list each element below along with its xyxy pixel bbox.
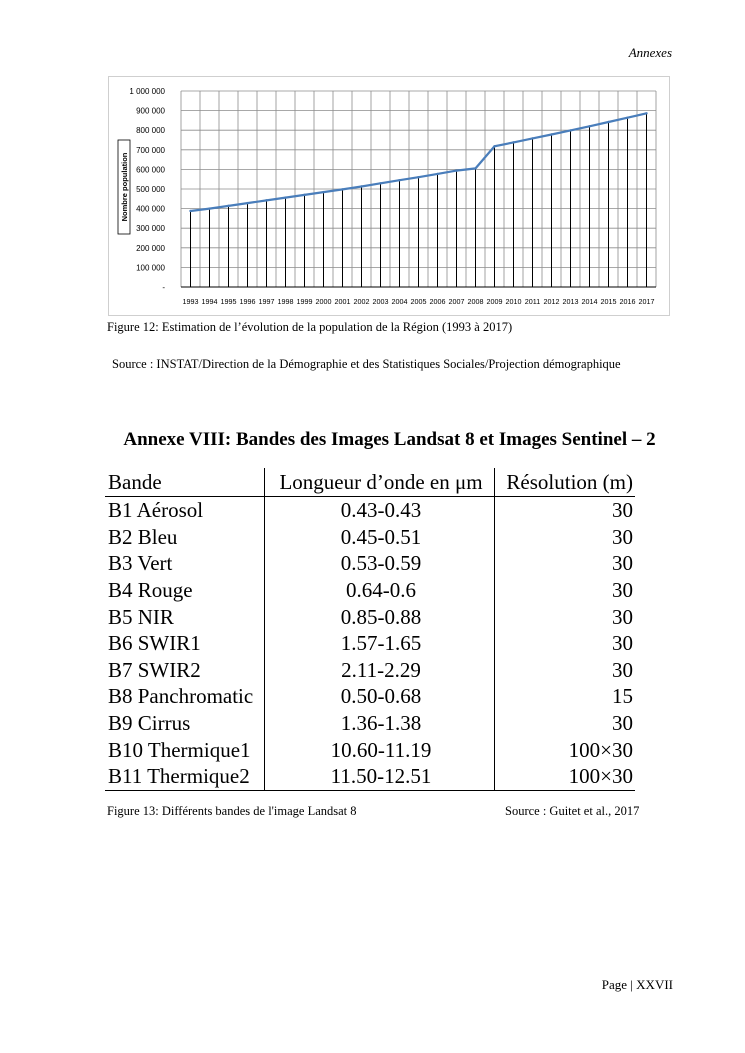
x-tick-label: 1998 — [277, 297, 294, 306]
data-point — [493, 145, 495, 147]
data-point — [474, 167, 476, 169]
data-point — [341, 188, 343, 190]
table-row — [105, 550, 635, 577]
data-point — [246, 202, 248, 204]
table-row — [105, 497, 635, 524]
band-name: B8 Panchromatic — [108, 684, 254, 709]
band-wavelength: 0.45-0.51 — [265, 524, 495, 551]
y-tick-label: 1 000 000 — [129, 87, 165, 96]
table-row — [105, 683, 635, 710]
x-tick-label: 2006 — [429, 297, 446, 306]
population-chart — [108, 76, 670, 316]
table-row — [105, 603, 635, 630]
band-name: B6 SWIR1 — [108, 631, 201, 656]
y-tick-label: 400 000 — [136, 204, 165, 214]
x-tick-label: 2011 — [524, 297, 541, 306]
figure-12-source: Source : INSTAT/Direction de la Démographie et des Statistiques Sociales/Projection démographique — [112, 357, 621, 371]
figure-12-caption: Figure 12: Estimation de l’évolution de la population de la Région (1993 à 2017) — [107, 320, 513, 334]
band-name: B5 NIR — [108, 604, 174, 629]
data-point — [550, 133, 552, 135]
band-name: B3 Vert — [108, 551, 173, 576]
band-resolution: 30 — [612, 657, 633, 682]
band-wavelength: 1.57-1.65 — [265, 630, 495, 657]
data-point — [588, 125, 590, 127]
data-point — [417, 176, 419, 178]
band-resolution: 30 — [612, 551, 633, 576]
data-point — [398, 179, 400, 181]
band-wavelength: 0.50-0.68 — [265, 683, 495, 710]
page-number: Page | XXVII — [601, 977, 673, 992]
column-header-wavelength: Longueur d’onde en μm — [265, 468, 495, 497]
band-resolution: 30 — [612, 711, 633, 736]
x-tick-label: 1994 — [201, 297, 218, 306]
data-point — [208, 207, 210, 209]
band-name: B9 Cirrus — [108, 711, 191, 736]
x-tick-label: 2015 — [600, 297, 617, 306]
bands-table — [105, 468, 635, 791]
y-tick-label: 900 000 — [136, 106, 165, 116]
band-wavelength: 0.64-0.6 — [265, 577, 495, 604]
x-tick-label: 2005 — [410, 297, 427, 306]
x-tick-label: 2013 — [562, 297, 579, 306]
data-point — [189, 210, 191, 212]
y-tick-label: - — [162, 283, 165, 292]
x-tick-label: 2004 — [391, 297, 408, 306]
band-resolution: 30 — [612, 524, 633, 549]
figure-13-caption: Figure 13: Différents bandes de l'image Landsat 8 — [107, 804, 357, 818]
table-row — [105, 630, 635, 657]
table-row — [105, 710, 635, 737]
x-tick-label: 2008 — [467, 297, 484, 306]
y-tick-label: 600 000 — [136, 165, 165, 175]
band-name: B1 Aérosol — [108, 498, 204, 523]
band-resolution: 15 — [612, 684, 633, 709]
data-point — [512, 141, 514, 143]
data-point — [607, 121, 609, 123]
x-tick-label: 2000 — [315, 297, 332, 306]
x-tick-label: 2016 — [619, 297, 636, 306]
band-name: B10 Thermique1 — [108, 737, 251, 762]
data-point — [303, 194, 305, 196]
band-name: B7 SWIR2 — [108, 657, 201, 682]
band-wavelength: 0.85-0.88 — [265, 603, 495, 630]
annex-title: Annexe VIII: Bandes des Images Landsat 8 et Images Sentinel – 2 — [123, 429, 656, 450]
x-tick-label: 1997 — [258, 297, 275, 306]
running-header: Annexes — [628, 45, 672, 60]
x-tick-label: 1995 — [220, 297, 237, 306]
column-header-band: Bande — [105, 468, 265, 497]
x-tick-label: 2017 — [638, 297, 655, 306]
band-name: B11 Thermique2 — [105, 763, 265, 790]
band-wavelength: 0.43-0.43 — [265, 497, 495, 524]
data-point — [379, 182, 381, 184]
x-tick-label: 2007 — [448, 297, 465, 306]
band-wavelength: 2.11-2.29 — [265, 657, 495, 684]
table-row — [105, 736, 635, 763]
x-tick-label: 2001 — [334, 297, 351, 306]
data-point — [227, 205, 229, 207]
band-resolution: 30 — [612, 604, 633, 629]
data-point — [284, 196, 286, 198]
x-tick-label: 2014 — [581, 297, 598, 306]
band-name: B4 Rouge — [108, 578, 193, 603]
band-wavelength: 0.53-0.59 — [265, 550, 495, 577]
y-tick-label: 500 000 — [136, 185, 165, 194]
data-point — [436, 173, 438, 175]
population-chart-svg — [109, 77, 669, 315]
x-tick-label: 1999 — [296, 297, 313, 306]
data-point — [265, 199, 267, 201]
x-tick-label: 1996 — [239, 297, 256, 306]
band-resolution: 30 — [612, 498, 633, 523]
data-point — [360, 185, 362, 187]
x-tick-label: 2012 — [543, 297, 560, 306]
data-point — [645, 112, 647, 114]
data-point — [626, 116, 628, 118]
x-tick-label: 2002 — [353, 297, 370, 306]
band-wavelength: 11.50-12.51 — [265, 763, 495, 790]
x-tick-label: 2010 — [505, 297, 522, 306]
data-point — [569, 129, 571, 131]
band-name: B2 Bleu — [108, 524, 178, 549]
band-resolution: 30 — [612, 631, 633, 656]
figure-13-source: Source : Guitet et al., 2017 — [505, 804, 640, 818]
y-tick-label: 300 000 — [136, 224, 165, 234]
band-wavelength: 1.36-1.38 — [265, 710, 495, 737]
data-point — [531, 137, 533, 139]
y-axis-label: Nombre population — [120, 152, 129, 222]
band-resolution: 30 — [612, 578, 633, 603]
y-tick-label: 700 000 — [136, 145, 165, 155]
table-row — [105, 657, 635, 684]
table-header-row — [105, 468, 635, 497]
x-tick-label: 2009 — [486, 297, 503, 306]
table-row — [105, 577, 635, 604]
column-header-resolution: Résolution (m) — [495, 468, 636, 497]
data-point — [455, 169, 457, 171]
table-row — [105, 763, 635, 790]
table-row — [105, 524, 635, 551]
x-tick-label: 1993 — [182, 297, 199, 306]
x-tick-label: 2003 — [372, 297, 389, 306]
y-tick-label: 200 000 — [136, 243, 165, 253]
y-tick-label: 100 000 — [136, 263, 165, 273]
band-wavelength: 10.60-11.19 — [265, 736, 495, 763]
band-resolution: 100×30 — [495, 763, 636, 790]
band-resolution: 100×30 — [568, 737, 633, 762]
data-point — [322, 191, 324, 193]
y-tick-label: 800 000 — [136, 126, 165, 136]
